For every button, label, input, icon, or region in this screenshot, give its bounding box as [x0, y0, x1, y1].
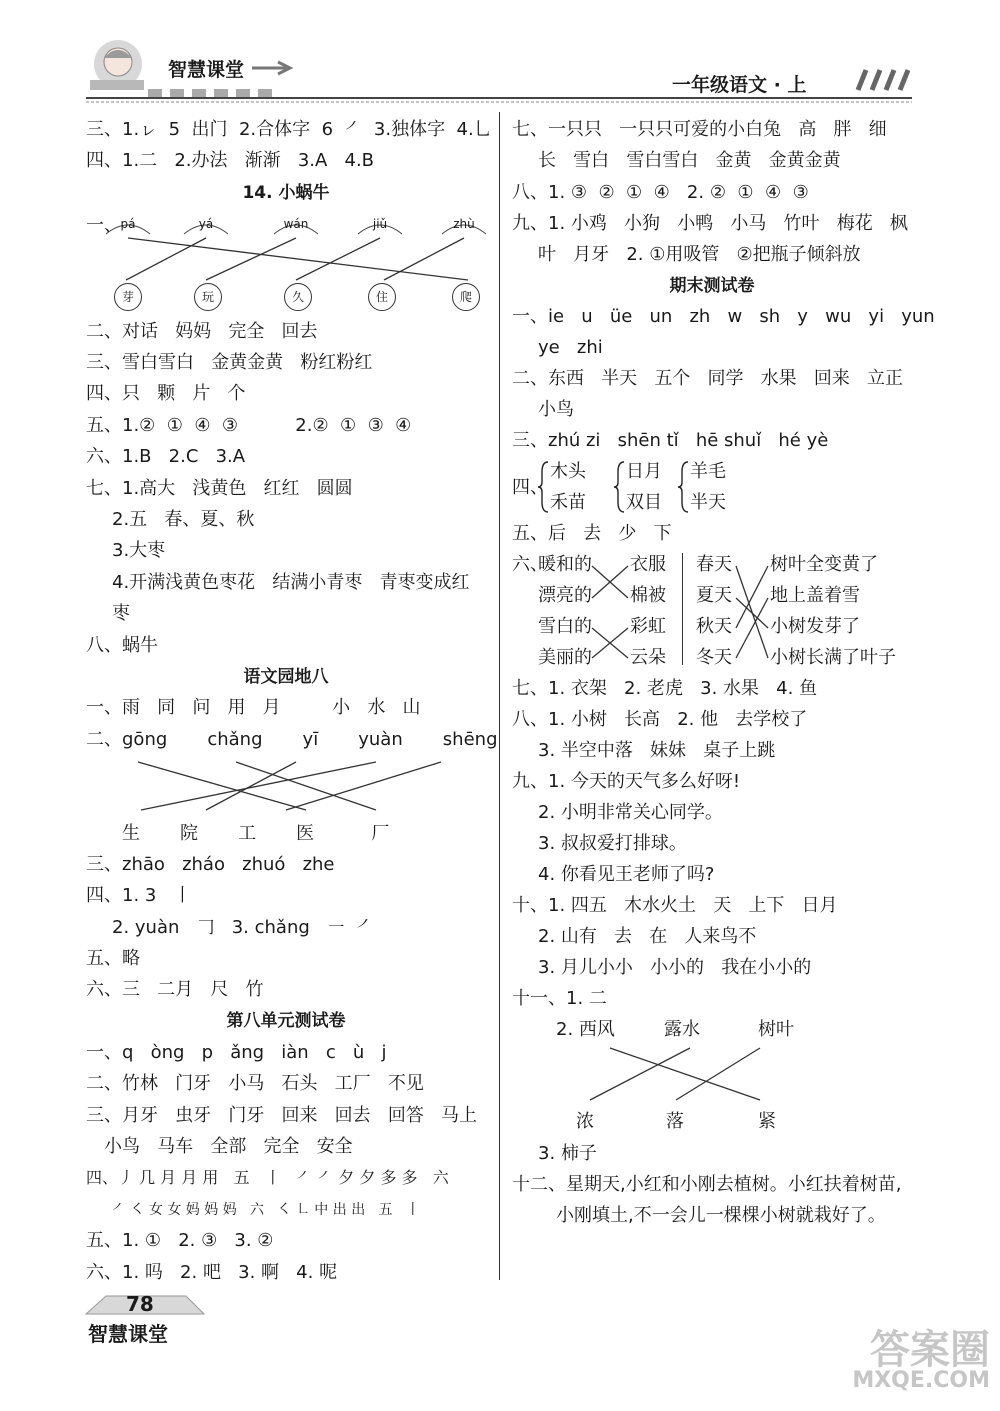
answer-line: 一、q òng p ǎng iàn c ù j	[86, 1042, 387, 1063]
answer-line: 七、一只只 一只只可爱的小白兔 高 胖 细	[512, 119, 887, 140]
section-title: 第八单元测试卷	[226, 1011, 346, 1031]
answer-line: 小鸟	[538, 399, 574, 420]
match-divider	[682, 553, 683, 665]
answer-line: 生 院 工 医 厂	[122, 823, 390, 844]
answer-line: 六、1. 吗 2. 吧 3. 啊 4. 呢	[86, 1262, 338, 1283]
answer-line: 四、1.二 2.办法 渐渐 3.A 4.B	[86, 150, 375, 171]
answer-line: 一、雨 同 问 用 月 小 水 山	[86, 697, 421, 718]
pinyin-leaf: zhù	[440, 216, 488, 236]
answer-line: 三、zhú zi shēn tǐ hē shuǐ hé yè	[512, 430, 829, 451]
answer-line: 一、ie u üe un zh w sh y wu yi yun	[512, 306, 935, 327]
answer-line: 二、竹林 门牙 小马 石头 工厂 不见	[86, 1073, 424, 1094]
answer-line: 枣	[112, 603, 130, 624]
mascot-logo	[82, 36, 152, 96]
answer-line: 四、1. 3 丨	[86, 885, 192, 906]
char-circle: 久	[284, 283, 312, 311]
answer-line: 五、后 去 少 下	[512, 523, 672, 544]
answer-line: 十一、1. 二	[512, 988, 607, 1009]
section-title: 语文园地八	[243, 667, 329, 687]
answer-line: ㇒ ㇛ 女 女 妈 妈 妈 六 ㇛ ㇗ 中 出 出 五 丨	[112, 1202, 420, 1218]
header-stripes	[850, 68, 910, 96]
column-divider	[499, 112, 500, 1280]
match-left: 秋天	[696, 616, 732, 637]
char-circle: 爬	[452, 283, 480, 311]
answer-label: 一、	[86, 215, 122, 236]
watermark-logo	[822, 1318, 992, 1396]
answer-line: 六、三 二月 尺 竹	[86, 979, 264, 1000]
pinyin-leaf: yá	[182, 216, 230, 236]
answer-line: 四、丿 几 月 月 用 五 丨 ㇒ ㇒ 夕 夕 多 多 六	[86, 1168, 449, 1187]
match-bottom: 落	[666, 1111, 684, 1132]
matching-lines	[86, 236, 486, 286]
answer-line: 八、蜗牛	[86, 635, 158, 656]
match-left: 冬天	[696, 647, 732, 668]
match-left: 夏天	[696, 585, 732, 606]
answer-line: 叶 月牙 2. ①用吸管 ②把瓶子倾斜放	[538, 244, 861, 265]
answer-line: 2.五 春、夏、秋	[112, 509, 255, 530]
match-left: 美丽的	[538, 647, 592, 668]
match-right: 树叶全变黄了	[770, 554, 878, 575]
answer-word: 羊毛	[690, 461, 726, 482]
answer-line: 4. 你看见王老师了吗?	[538, 864, 715, 885]
match-left: 暖和的	[538, 554, 592, 575]
match-bottom: 紧	[758, 1111, 776, 1132]
pinyin-leaf: pá	[104, 216, 152, 236]
watermark-text: 答案圈	[870, 1327, 990, 1373]
section-title: 期末测试卷	[669, 276, 755, 296]
footer-brand: 智慧课堂	[88, 1322, 168, 1346]
answer-line: 七、1. 衣架 2. 老虎 3. 水果 4. 鱼	[512, 678, 818, 699]
watermark-url: MXQE.COM	[852, 1368, 990, 1393]
answer-line: 九、1. 今天的天气多么好呀!	[512, 771, 741, 792]
match-left: 春天	[696, 554, 732, 575]
match-right: 小树长满了叶子	[770, 647, 896, 668]
answer-label: 四、	[512, 477, 548, 498]
matching-lines	[86, 758, 486, 818]
section-title: 14. 小蜗牛	[242, 183, 330, 203]
answer-line: 2. yuàn 𠃌 3. chǎng ㇐ ㇒	[112, 917, 375, 938]
answer-line: 十、1. 四五 木水火土 天 上下 日月	[512, 895, 838, 916]
match-right: 地上盖着雪	[770, 585, 860, 606]
answer-line: 五、略	[86, 948, 140, 969]
matching-lines	[734, 556, 770, 666]
answer-word: 半天	[690, 492, 726, 513]
matching-lines	[590, 556, 630, 666]
answer-word: 双目	[626, 492, 662, 513]
page-number: 78	[126, 1292, 154, 1316]
answer-line: 三、月牙 虫牙 门牙 回来 回去 回答 马上	[86, 1105, 477, 1126]
answer-word: 木头	[550, 461, 586, 482]
answer-line: 二、gōng chǎng yī yuàn shēng	[86, 729, 498, 750]
match-top: 树叶	[758, 1019, 794, 1040]
match-top: 2. 西风	[556, 1019, 615, 1040]
answer-line: ye zhi	[538, 337, 603, 358]
char-circle: 芽	[114, 283, 142, 311]
header-brand: 智慧课堂	[168, 59, 245, 81]
pinyin-leaf: wán	[272, 216, 320, 236]
match-right: 棉被	[630, 585, 666, 606]
answer-line: 三、1.ㇾ 5 出门 2.合体字 6 ㇒ 3.独体字 4.乚	[86, 119, 492, 140]
answer-line: 三、雪白雪白 金黄金黄 粉红粉红	[86, 352, 373, 373]
match-right: 彩虹	[630, 616, 666, 637]
char-circle: 玩	[194, 283, 222, 311]
answer-line: 3. 半空中落 妹妹 桌子上跳	[538, 740, 776, 761]
match-right: 云朵	[630, 647, 666, 668]
answer-line: 4.开满浅黄色枣花 结满小青枣 青枣变成红	[112, 572, 470, 593]
header-subject: 一年级语文 · 上	[672, 74, 807, 96]
answer-line: 六、1.B 2.C 3.A	[86, 446, 246, 467]
answer-line: 八、1. ③ ② ① ④ 2. ② ① ④ ③	[512, 182, 809, 203]
answer-line: 三、zhāo zháo zhuó zhe	[86, 854, 335, 875]
answer-line: 3. 月儿小小 小小的 我在小小的	[538, 957, 812, 978]
match-top: 露水	[664, 1019, 700, 1040]
answer-line: 小鸟 马车 全部 完全 安全	[104, 1136, 353, 1157]
header-rule	[86, 96, 912, 104]
answer-line: 四、只 颗 片 个	[86, 383, 246, 404]
answer-line: 八、1. 小树 长高 2. 他 去学校了	[512, 709, 808, 730]
match-left: 漂亮的	[538, 585, 592, 606]
answer-line: 3. 柿子	[538, 1143, 597, 1164]
answer-line: 3.大枣	[112, 540, 166, 561]
answer-line: 七、1.高大 浅黄色 红红 圆圆	[86, 478, 353, 499]
answer-word: 禾苗	[550, 492, 586, 513]
answer-line: 2. 小明非常关心同学。	[538, 802, 723, 823]
answer-label: 六、	[512, 554, 548, 575]
match-bottom: 浓	[576, 1111, 594, 1132]
match-left: 雪白的	[538, 616, 592, 637]
answer-word: 日月	[626, 461, 662, 482]
answer-line: 五、1.② ① ④ ③ 2.② ① ③ ④	[86, 415, 412, 436]
answer-line: 3. 叔叔爱打排球。	[538, 833, 687, 854]
arrow-icon	[250, 60, 294, 80]
answer-line: 长 雪白 雪白雪白 金黄 金黄金黄	[538, 150, 841, 171]
answer-line: 二、东西 半天 五个 同学 水果 回来 立正	[512, 368, 903, 389]
answer-line: 十二、星期天,小红和小刚去植树。小红扶着树苗,	[512, 1174, 902, 1195]
answer-line: 小刚填土,不一会儿一棵棵小树就栽好了。	[556, 1205, 886, 1226]
match-right: 小树发芽了	[770, 616, 860, 637]
answer-line: 五、1. ① 2. ③ 3. ②	[86, 1230, 274, 1251]
answer-line: 九、1. 小鸡 小狗 小鸭 小马 竹叶 梅花 枫	[512, 213, 908, 234]
match-right: 衣服	[630, 554, 666, 575]
matching-lines	[580, 1044, 800, 1104]
char-circle: 住	[368, 283, 396, 311]
pinyin-leaf: jiǔ	[356, 216, 404, 236]
answer-line: 2. 山有 去 在 人来鸟不	[538, 926, 757, 947]
answer-line: 二、对话 妈妈 完全 回去	[86, 321, 318, 342]
